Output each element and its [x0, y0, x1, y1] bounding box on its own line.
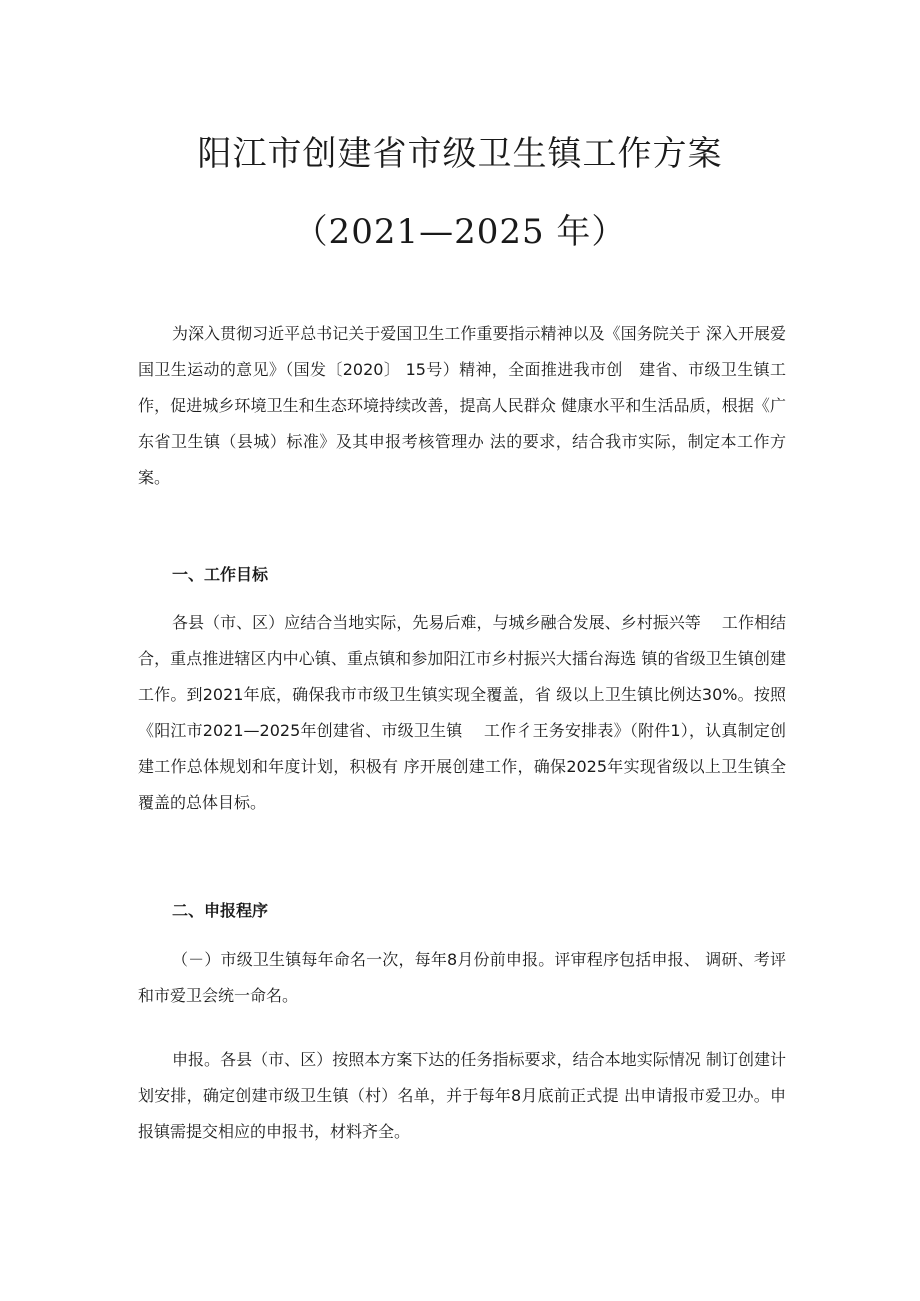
- document-subtitle: （2021—2025 年）: [293, 212, 627, 252]
- section-heading-procedure: 二、申报程序: [172, 901, 269, 920]
- intro-paragraph: 为深入贯彻习近平总书记关于爱国卫生工作重要指示精神以及《国务院关于 深入开展爱国卫生运动的意见》（国发〔2020〕 15号）精神，全面推进我市创 建省、市级卫生镇工作，促进城乡环境卫生和生态环境持续改善，提高人民群众 健康水平和生活品质，根据《广东省卫生镇（县城）标准》及其申报考核管理办 法的要求，结合我市实际，制定本工作方案。: [138, 324, 786, 487]
- section-heading-goal: 一、工作目标: [172, 565, 269, 584]
- procedure-paragraph-2: 申报。各县（市、区）按照本方案下达的任务指标要求，结合本地实际情况 制订创建计划安排，确定创建市级卫生镇（村）名单，并于每年8月底前正式提 出申请报市爱卫办。申报镇需提交相应的申报书，材料齐全。: [138, 1050, 786, 1141]
- goal-paragraph: 各县（市、区）应结合当地实际，先易后难，与城乡融合发展、乡村振兴等 工作相结合，重点推进辖区内中心镇、重点镇和参加阳江市乡村振兴大擂台海选 镇的省级卫生镇创建工作。到2021年底，确保我市市级卫生镇实现全覆盖，省 级以上卫生镇比例达30%。按照《阳江市2021—2025年创建省、市级卫生镇 工作彳王务安排表》（附件1），认真制定创建工作总体规划和年度计划，积极有 序开展创建工作，确保2025年实现省级以上卫生镇全覆盖的总体目标。: [138, 613, 786, 812]
- procedure-paragraph-1: （－）市级卫生镇每年命名一次，每年8月份前申报。评审程序包括申报、 调研、考评和市爱卫会统一命名。: [138, 950, 786, 1005]
- document-title: 阳江市创建省市级卫生镇工作方案: [197, 134, 723, 174]
